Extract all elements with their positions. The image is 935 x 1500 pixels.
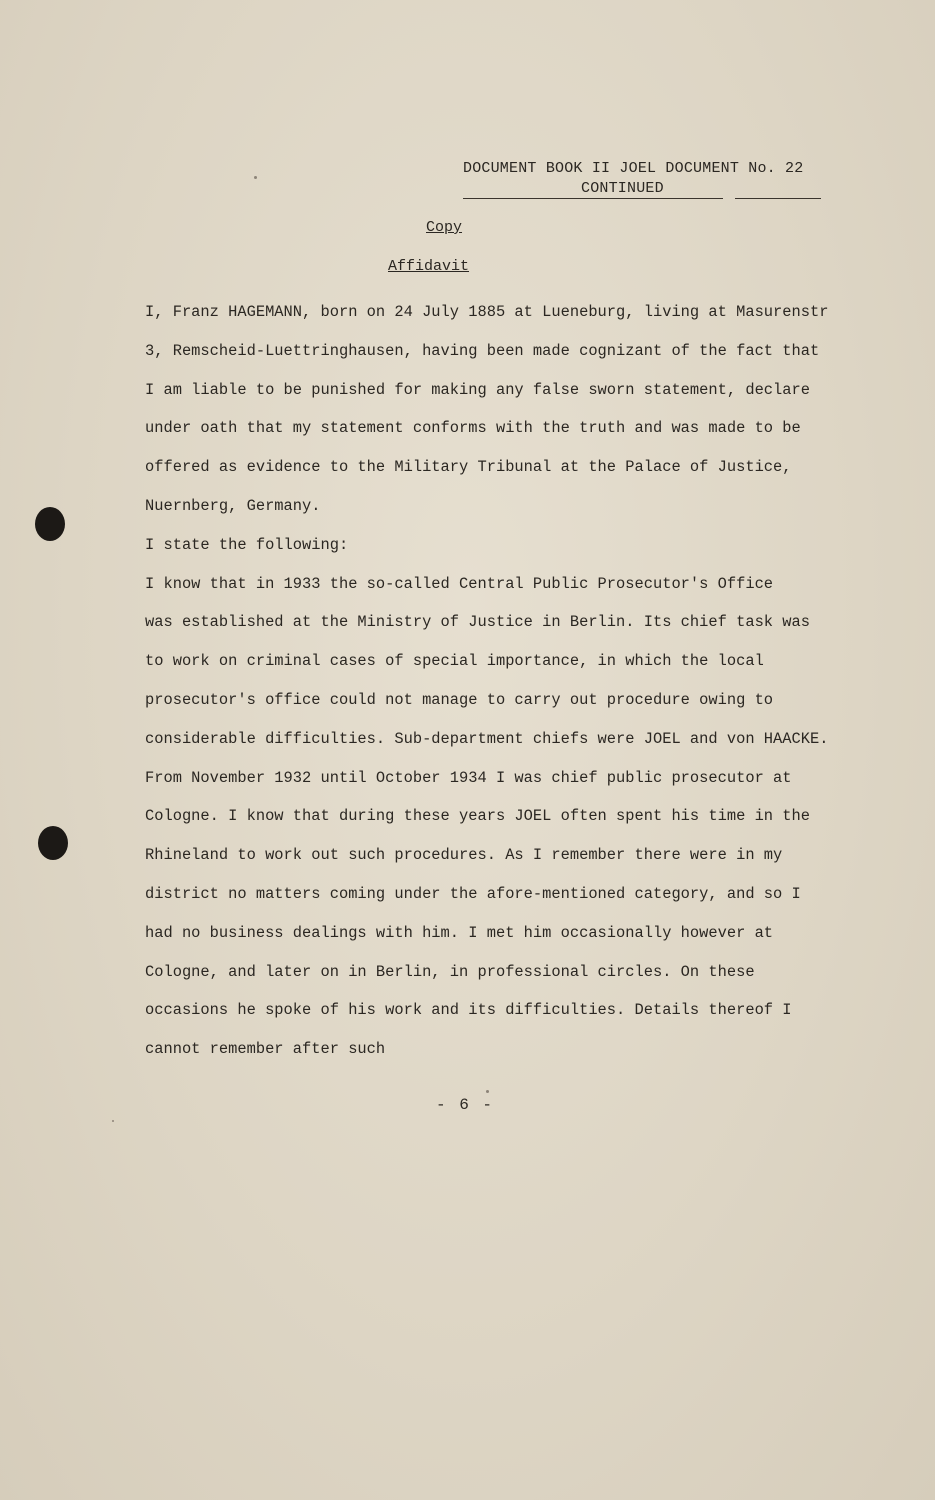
affidavit-body xyxy=(145,293,885,1069)
punch-hole-bottom xyxy=(38,826,68,860)
header-underline xyxy=(735,198,821,199)
document-title: Affidavit xyxy=(388,258,470,275)
header-underline xyxy=(463,198,723,199)
punch-hole-top xyxy=(35,507,65,541)
body-line: Cologne, and later on in Berlin, in professional circles. On these xyxy=(145,962,755,981)
paper-speck xyxy=(254,176,257,179)
paper-speck xyxy=(112,1120,114,1122)
body-line: cannot remember after such xyxy=(145,1040,386,1059)
body-line: prosecutor's office could not manage to carry out procedure owing to xyxy=(145,690,774,709)
body-line: I state the following: xyxy=(145,535,349,554)
header-document-reference: DOCUMENT BOOK II JOEL DOCUMENT No. 22 xyxy=(463,160,804,177)
page-number: - 6 - xyxy=(436,1096,495,1114)
body-line: 3, Remscheid-Luettringhausen, having been made cognizant of the fact that xyxy=(145,341,820,360)
header-continued: CONTINUED xyxy=(581,180,664,197)
body-line: I, Franz HAGEMANN, born on 24 July 1885 at Lueneburg, living at Masurenstr xyxy=(145,303,829,321)
body-line: From November 1932 until October 1934 I was chief public prosecutor at xyxy=(145,768,792,787)
body-line: Rhineland to work out such procedures. As I remember there were in my xyxy=(145,846,783,865)
paper-speck xyxy=(486,1090,489,1093)
body-line: under oath that my statement conforms with the truth and was made to be xyxy=(145,419,801,438)
body-line: Nuernberg, Germany. xyxy=(145,496,321,515)
body-line: offered as evidence to the Military Tribunal at the Palace of Justice, xyxy=(145,458,792,477)
body-line: considerable difficulties. Sub-department chiefs were JOEL and von HAACKE. xyxy=(145,729,829,748)
copy-label: Copy xyxy=(426,219,463,236)
body-line: Cologne. I know that during these years JOEL often spent his time in the xyxy=(145,807,810,826)
body-line: district no matters coming under the afore-mentioned category, and so I xyxy=(145,884,801,903)
body-line: to work on criminal cases of special importance, in which the local xyxy=(145,652,764,671)
body-line: had no business dealings with him. I met him occasionally however at xyxy=(145,923,774,942)
body-line: I know that in 1933 the so-called Central Public Prosecutor's Office xyxy=(145,574,774,593)
body-line: was established at the Ministry of Justice in Berlin. Its chief task was xyxy=(145,613,810,632)
document-header xyxy=(463,160,863,197)
body-line: I am liable to be punished for making any false sworn statement, declare xyxy=(145,380,810,399)
body-line: occasions he spoke of his work and its difficulties. Details thereof I xyxy=(145,1001,792,1020)
